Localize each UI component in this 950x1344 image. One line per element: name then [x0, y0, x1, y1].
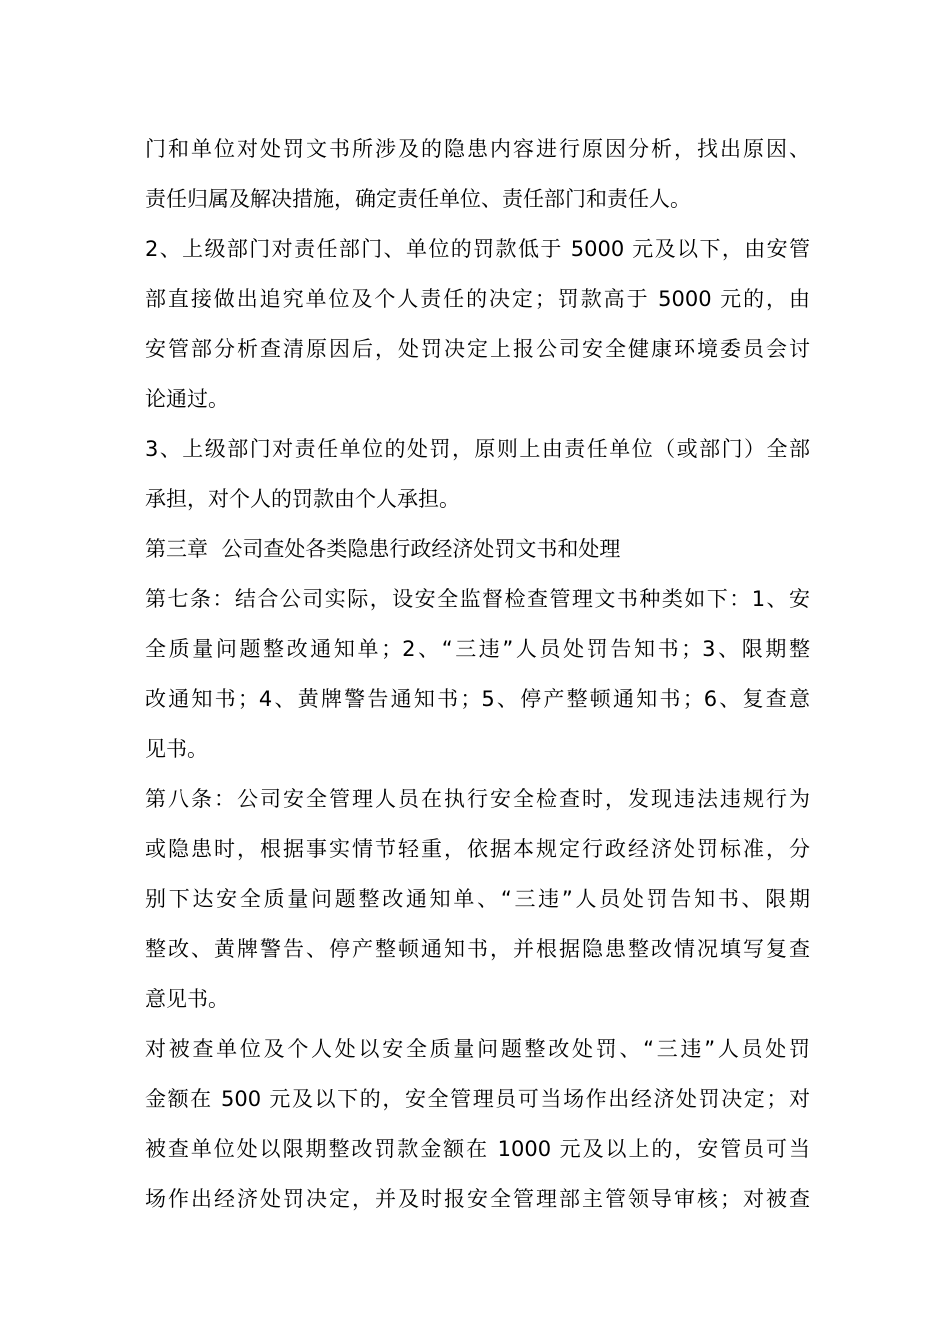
document-body	[145, 124, 810, 1224]
text-line: 第八条：公司安全管理人员在执行安全检查时，发现违法违规行为	[145, 787, 810, 811]
text-line: 整改、黄牌警告、停产整顿通知书，并根据隐患整改情况填写复查	[145, 937, 810, 961]
text-line: 第七条：结合公司实际，设安全监督检查管理文书种类如下：1、安	[145, 587, 810, 611]
text-line: 对被查单位及个人处以安全质量问题整改处罚、“三违”人员处罚	[145, 1037, 810, 1061]
text-line: 部直接做出追究单位及个人责任的决定；罚款高于 5000 元的，由	[145, 287, 810, 311]
text-line: 见书。	[145, 737, 208, 761]
text-line: 安管部分析查清原因后，处罚决定上报公司安全健康环境委员会讨	[145, 337, 810, 361]
text-line: 金额在 500 元及以下的，安全管理员可当场作出经济处罚决定；对	[145, 1087, 810, 1111]
text-line: 门和单位对处罚文书所涉及的隐患内容进行原因分析，找出原因、	[145, 137, 810, 161]
text-line: 被查单位处以限期整改罚款金额在 1000 元及以上的，安管员可当	[145, 1137, 810, 1161]
text-line: 意见书。	[145, 987, 229, 1011]
text-line: 场作出经济处罚决定，并及时报安全管理部主管领导审核；对被查	[145, 1187, 810, 1211]
text-line: 论通过。	[145, 387, 229, 411]
text-line: 全质量问题整改通知单；2、“三违”人员处罚告知书；3、限期整	[145, 637, 810, 661]
text-line: 2、上级部门对责任部门、单位的罚款低于 5000 元及以下，由安管	[145, 237, 810, 261]
chapter-heading: 第三章 公司查处各类隐患行政经济处罚文书和处理	[145, 537, 621, 561]
text-line: 承担，对个人的罚款由个人承担。	[145, 487, 460, 511]
text-line: 或隐患时，根据事实情节轻重，依据本规定行政经济处罚标准，分	[145, 837, 810, 861]
text-line: 别下达安全质量问题整改通知单、“三违”人员处罚告知书、限期	[145, 887, 810, 911]
text-line: 3、上级部门对责任单位的处罚，原则上由责任单位（或部门）全部	[145, 437, 810, 461]
text-line: 改通知书；4、黄牌警告通知书；5、停产整顿通知书；6、复查意	[145, 687, 810, 711]
text-line: 责任归属及解决措施，确定责任单位、责任部门和责任人。	[145, 187, 691, 211]
